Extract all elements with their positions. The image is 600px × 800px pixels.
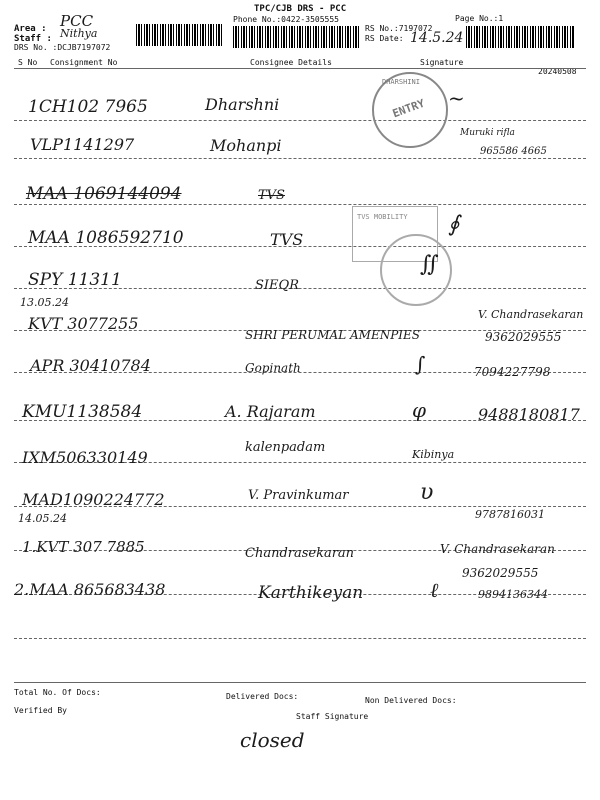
consignee-name: A. Rajaram: [225, 402, 316, 421]
consignee-name: Dharshni: [205, 95, 280, 114]
signature-text: Kibinya: [412, 448, 455, 461]
consignee-name: Chandrasekaran: [245, 546, 355, 561]
consignment-number: KVT 3077255: [28, 314, 139, 333]
rs-date-label: RS Date:: [365, 34, 404, 43]
phone-number: 9787816031: [475, 508, 545, 521]
entry-stamp: [372, 72, 448, 148]
staff-signature-label: Staff Signature: [296, 712, 369, 721]
date-note: 13.05.24: [20, 296, 69, 309]
consignment-number: 1CH102 7965: [28, 97, 148, 117]
verified-by-label: Verified By: [14, 706, 67, 715]
rs-number: RS No.:7197072: [365, 24, 433, 33]
date-note: 14.05.24: [18, 512, 67, 525]
signature-text: Muruki rifla: [460, 128, 515, 138]
phone-number: 7094227798: [474, 365, 551, 379]
phone-number: Phone No.:0422-3505555: [233, 15, 339, 24]
column-consignee: Consignee Details: [250, 58, 332, 67]
consignee-name: SIEQR: [255, 278, 299, 293]
signature-mark: υ: [420, 480, 434, 505]
signature-mark: φ: [412, 398, 427, 422]
consignee-name: Mohanpi: [210, 136, 282, 155]
staff-value: Nithya: [60, 27, 98, 40]
consignee-name: V. Pravinkumar: [248, 488, 349, 503]
rs-date-value: 14.5.24: [410, 30, 464, 46]
column-sno: S No: [18, 58, 38, 67]
barcode-left: [136, 24, 222, 46]
rule-line: [14, 120, 586, 121]
entry-stamp-ring: DHARSHINI: [382, 78, 420, 86]
rule-line: [14, 204, 586, 205]
area-label: Area :: [14, 24, 47, 34]
entry-stamp-text: ENTRY: [390, 96, 427, 121]
phone-number: 965586 4665: [480, 146, 547, 157]
signature-mark: ~: [448, 86, 465, 110]
drs-number: DRS No. :DCJB7197072: [14, 43, 111, 52]
form-title: TPC/CJB DRS - PCC: [254, 4, 347, 14]
consignment-number: IXM506330149: [22, 448, 148, 467]
consignment-number: 1.KVT 307 7885: [22, 538, 145, 556]
consignee-name: Gopinath: [245, 361, 301, 375]
area-value: PCC: [60, 12, 94, 30]
rule-line: [14, 638, 586, 639]
phone-number: 9894136344: [478, 588, 548, 601]
consignment-number: VLP1141297: [30, 135, 135, 154]
signature-text: V. Chandrasekaran: [440, 542, 555, 556]
phone-number: 9362029555: [485, 330, 562, 344]
column-consignment: Consignment No: [50, 58, 118, 67]
consignment-number: 2.MAA 865683438: [14, 580, 166, 599]
closed-note: closed: [240, 728, 305, 752]
total-docs-label: Total No. Of Docs:: [14, 688, 101, 697]
signature-mark: ∫: [415, 352, 426, 376]
delivered-docs-label: Delivered Docs:: [226, 692, 299, 701]
consignee-name-struck: TVS: [258, 188, 285, 203]
print-date: 20240508: [538, 67, 577, 76]
consignment-number: MAD1090224772: [22, 490, 165, 509]
consignment-number: APR 30410784: [30, 356, 151, 375]
phone-number: 9488180817: [478, 405, 580, 424]
barcode-center: [233, 26, 359, 48]
signature-mark: ∮: [448, 212, 460, 237]
signature-text: V. Chandrasekaran: [478, 308, 584, 321]
barcode-right: [466, 26, 574, 48]
header-divider: [14, 68, 586, 69]
consignee-name: TVS: [270, 230, 304, 249]
consignee-name: kalenpadam: [245, 440, 326, 455]
non-delivered-docs-label: Non Delivered Docs:: [365, 696, 457, 705]
tvs-stamp-text: TVS MOBILITY: [357, 213, 408, 221]
page-number: Page No.:1: [455, 14, 504, 23]
consignment-number: KMU1138584: [22, 402, 143, 422]
tvs-round-stamp: [380, 234, 452, 306]
column-signature: Signature: [420, 58, 464, 67]
consignment-number-struck: MAA 1069144094: [26, 184, 182, 204]
consignee-name: SHRI PERUMAL AMENPIES: [245, 328, 421, 342]
staff-label: Staff :: [14, 34, 52, 44]
consignment-number: SPY 11311: [28, 270, 122, 290]
signature-mark: ℓ: [430, 578, 439, 602]
signature-mark: ∬: [420, 252, 439, 277]
consignee-name: Karthikeyan: [258, 583, 364, 603]
footer-divider: [14, 682, 586, 683]
phone-number: 9362029555: [462, 566, 539, 580]
consignment-number: MAA 1086592710: [28, 228, 184, 248]
rule-line: [14, 158, 586, 159]
